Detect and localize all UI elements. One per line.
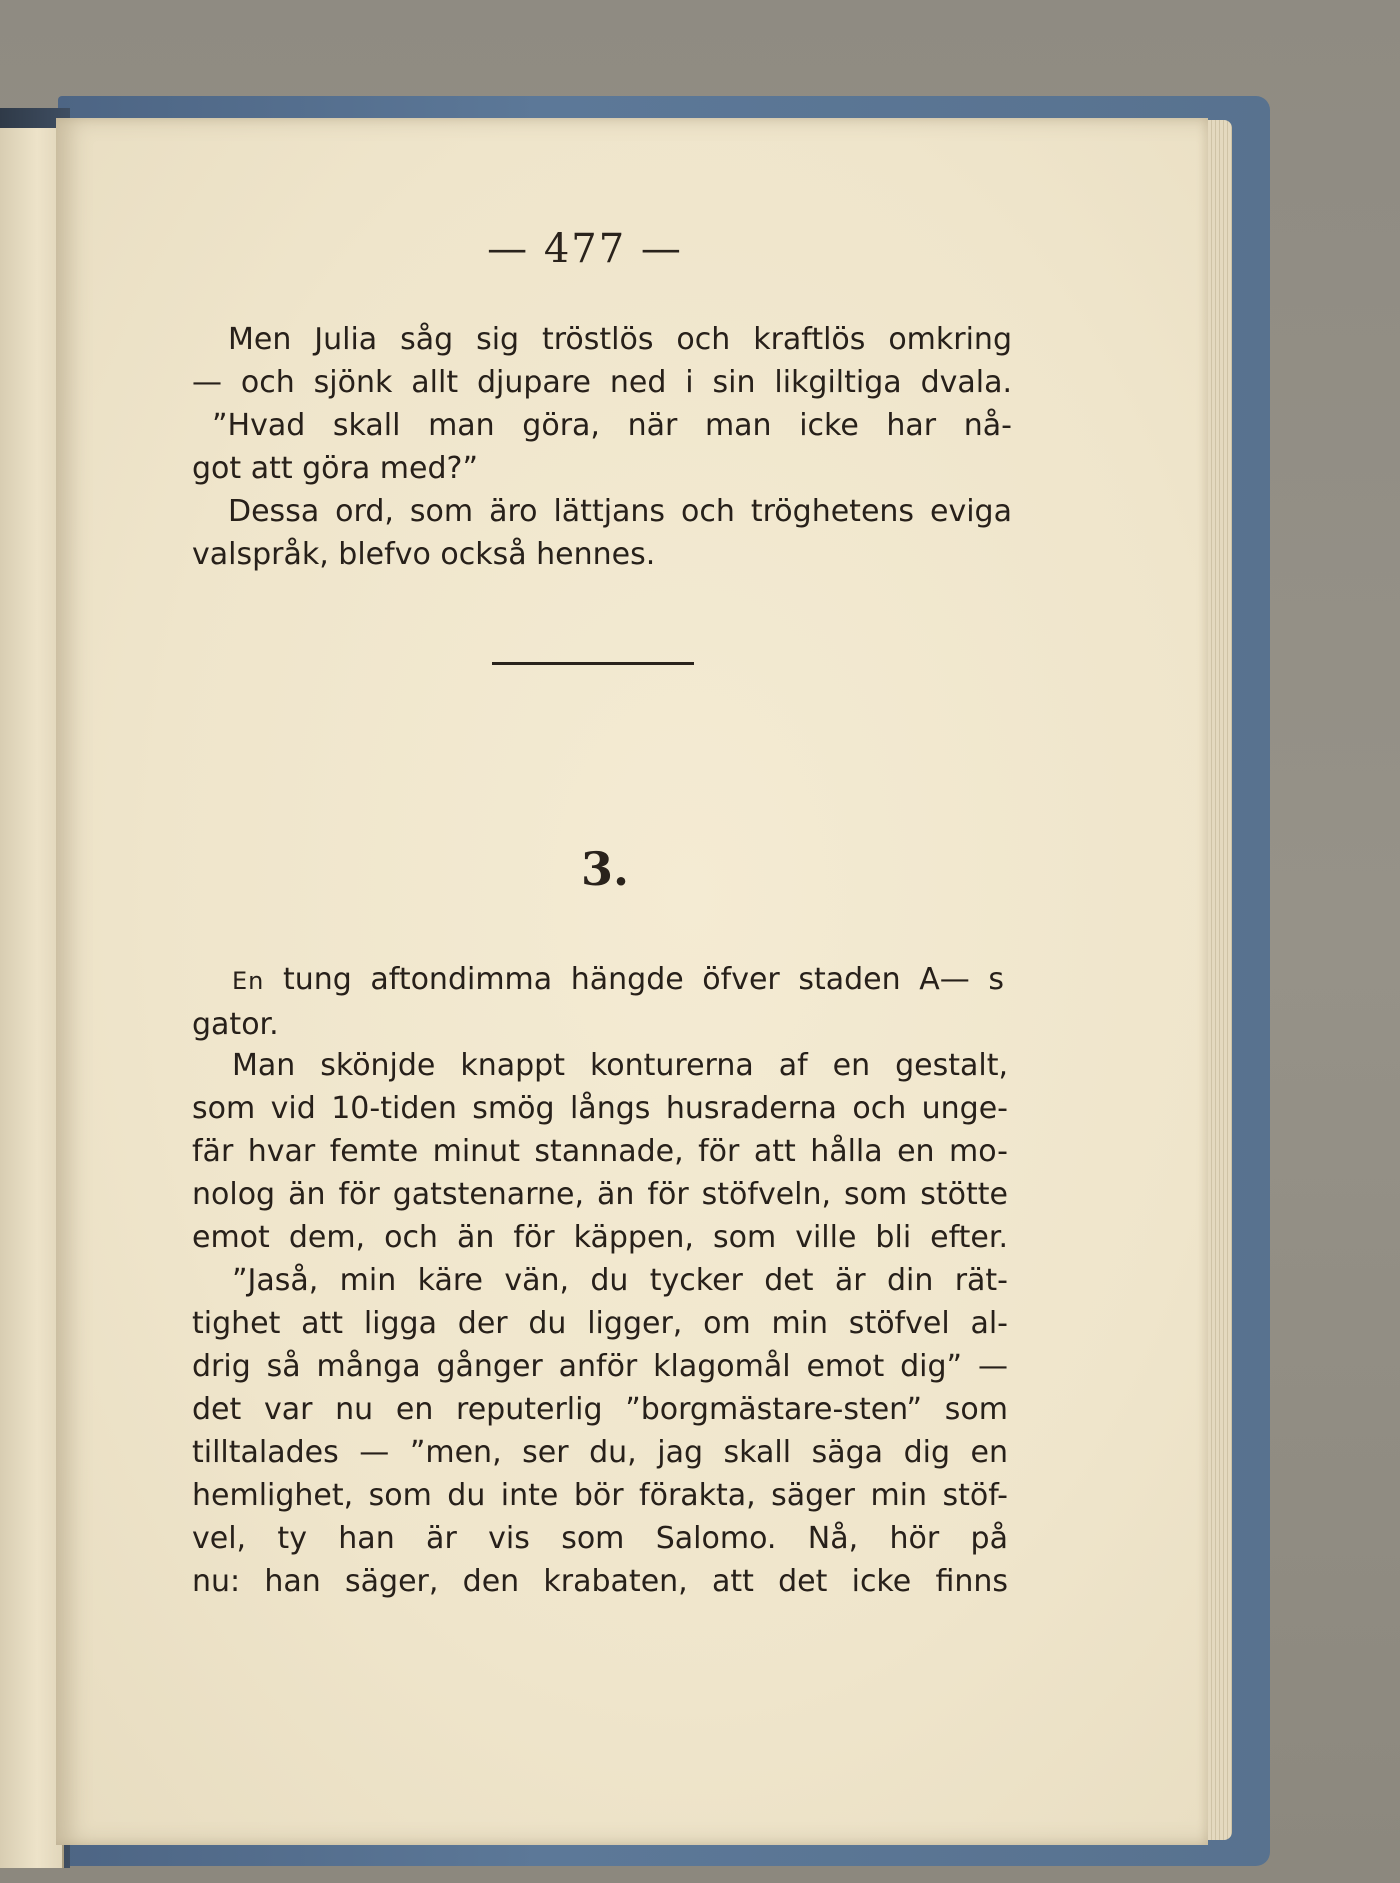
text-line: ”Hvad skall man göra, när man icke har nå- (212, 408, 1012, 443)
text-line: vel, ty han är vis som Salomo. Nå, hör på (192, 1521, 1008, 1556)
text-line: nu: han säger, den krabaten, att det icke finns (192, 1564, 1008, 1599)
text-line: Man skönjde knappt konturerna af en gestalt, (232, 1048, 1008, 1083)
text-line: tighet att ligga der du ligger, om min stöfvel al- (192, 1306, 1008, 1341)
paragraph-2 (192, 958, 1004, 1046)
text-line: got att göra med?” (192, 451, 478, 486)
text-line-rest: tung aftondimma hängde öfver staden A— s (264, 962, 1004, 997)
chapter-number: 3. (580, 842, 630, 896)
paragraph-4 (192, 1259, 1008, 1603)
text-line (192, 958, 1004, 1003)
paragraph-3 (192, 1044, 1008, 1259)
text-line: det var nu en reputerlig ”borgmästare-sten” som (192, 1392, 1008, 1427)
text-line: ”Jaså, min käre vän, du tycker det är din rät- (232, 1263, 1008, 1298)
text-line: tilltalades — ”men, ser du, jag skall säga dig en (192, 1435, 1008, 1470)
left-page-edge (0, 128, 64, 1868)
text-line: hemlighet, som du inte bör förakta, säger min stöf- (192, 1478, 1008, 1513)
text-line: fär hvar femte minut stannade, för att hålla en mo- (192, 1134, 1008, 1169)
text-line: emot dem, och än för käppen, som ville bli efter. (192, 1220, 1008, 1255)
text-line: gator. (192, 1007, 279, 1042)
text-line: som vid 10-tiden smög långs husraderna och unge- (192, 1091, 1008, 1126)
page-number: — 477 — (487, 226, 683, 272)
text-line: drig så många gånger anför klagomål emot dig” — (192, 1349, 1008, 1384)
section-divider (492, 662, 694, 665)
text-line: — och sjönk allt djupare ned i sin likgiltiga dvala. (192, 365, 1012, 400)
text-line: Dessa ord, som äro lättjans och tröghetens eviga (228, 494, 1012, 529)
text-line: nolog än för gatstenarne, än för stöfveln, som stötte (192, 1177, 1008, 1212)
text-line: Men Julia såg sig tröstlös och kraftlös omkring (228, 322, 1012, 357)
text-line: valspråk, blefvo också hennes. (192, 537, 656, 572)
paragraph-1 (192, 318, 1012, 576)
drop-word: En (232, 967, 265, 995)
